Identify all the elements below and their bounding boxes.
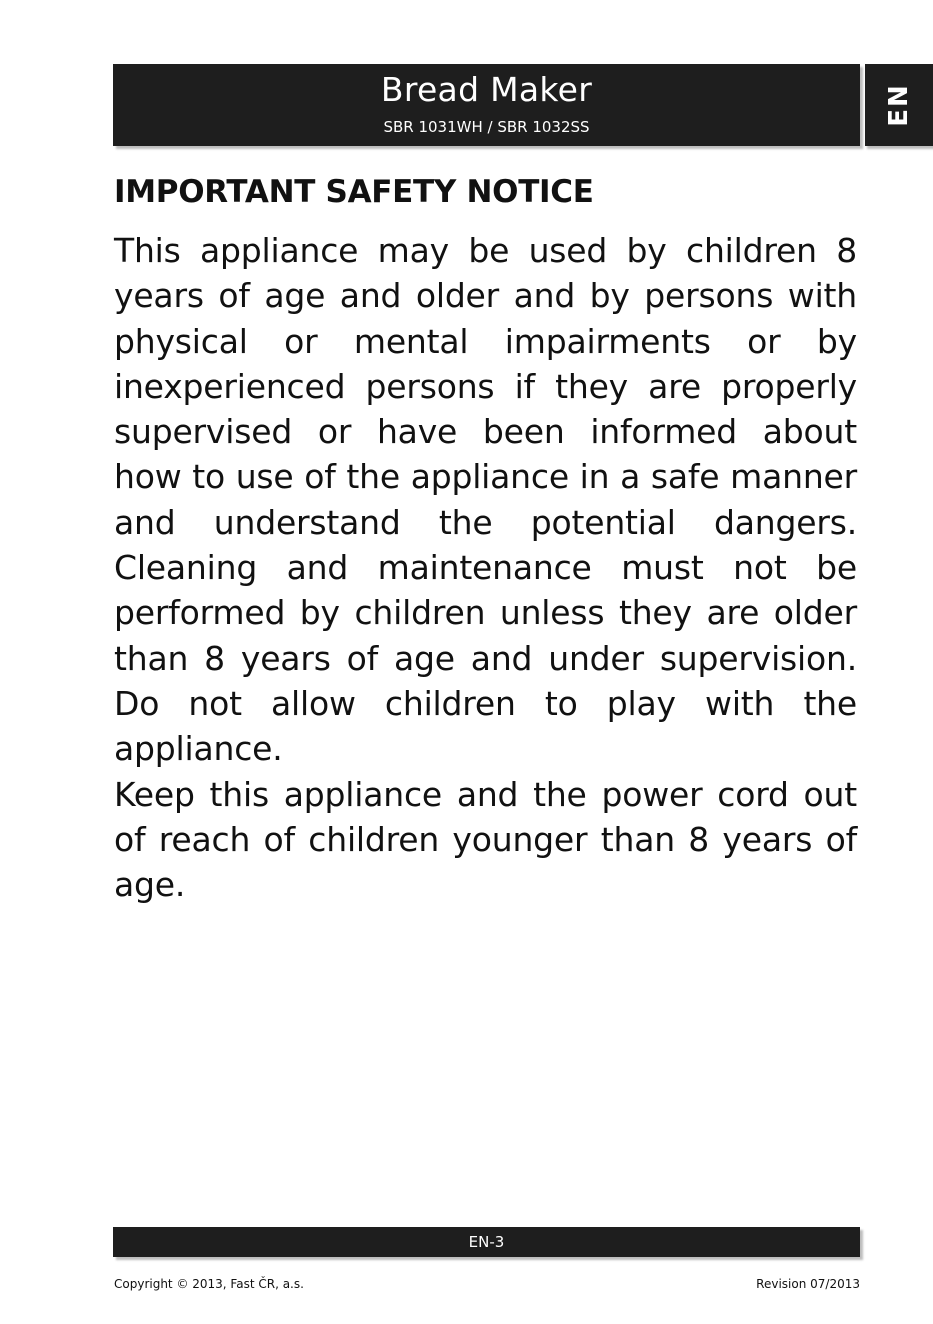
section-heading: IMPORTANT SAFETY NOTICE: [114, 174, 594, 210]
copyright-text: Copyright © 2013, Fast ČR, a.s.: [114, 1277, 304, 1291]
notice-paragraph: This appliance may be used by children 8 years of age and older and by persons with physical or mental impairments or by inexperienced persons if they are properly supervised or have been informed about how to use of the appliance in a safe manner and understand the potential dangers. Cleaning and maintenance must not be performed by children unless they are older than 8 years of age and under supervision. Do not allow children to play with the appliance.: [114, 231, 857, 769]
model-numbers: SBR 1031WH / SBR 1032SS: [383, 118, 590, 136]
language-tab: [865, 64, 933, 146]
document-header: [113, 64, 860, 146]
page-footer-bar: [113, 1227, 860, 1257]
notice-body: [114, 228, 857, 907]
language-label: EN: [884, 83, 914, 127]
notice-paragraph: Keep this appliance and the power cord out of reach of children younger than 8 years of age.: [114, 774, 857, 905]
product-title: Bread Maker: [380, 70, 593, 109]
revision-text: Revision 07/2013: [756, 1277, 860, 1291]
page-number: EN-3: [468, 1233, 505, 1251]
